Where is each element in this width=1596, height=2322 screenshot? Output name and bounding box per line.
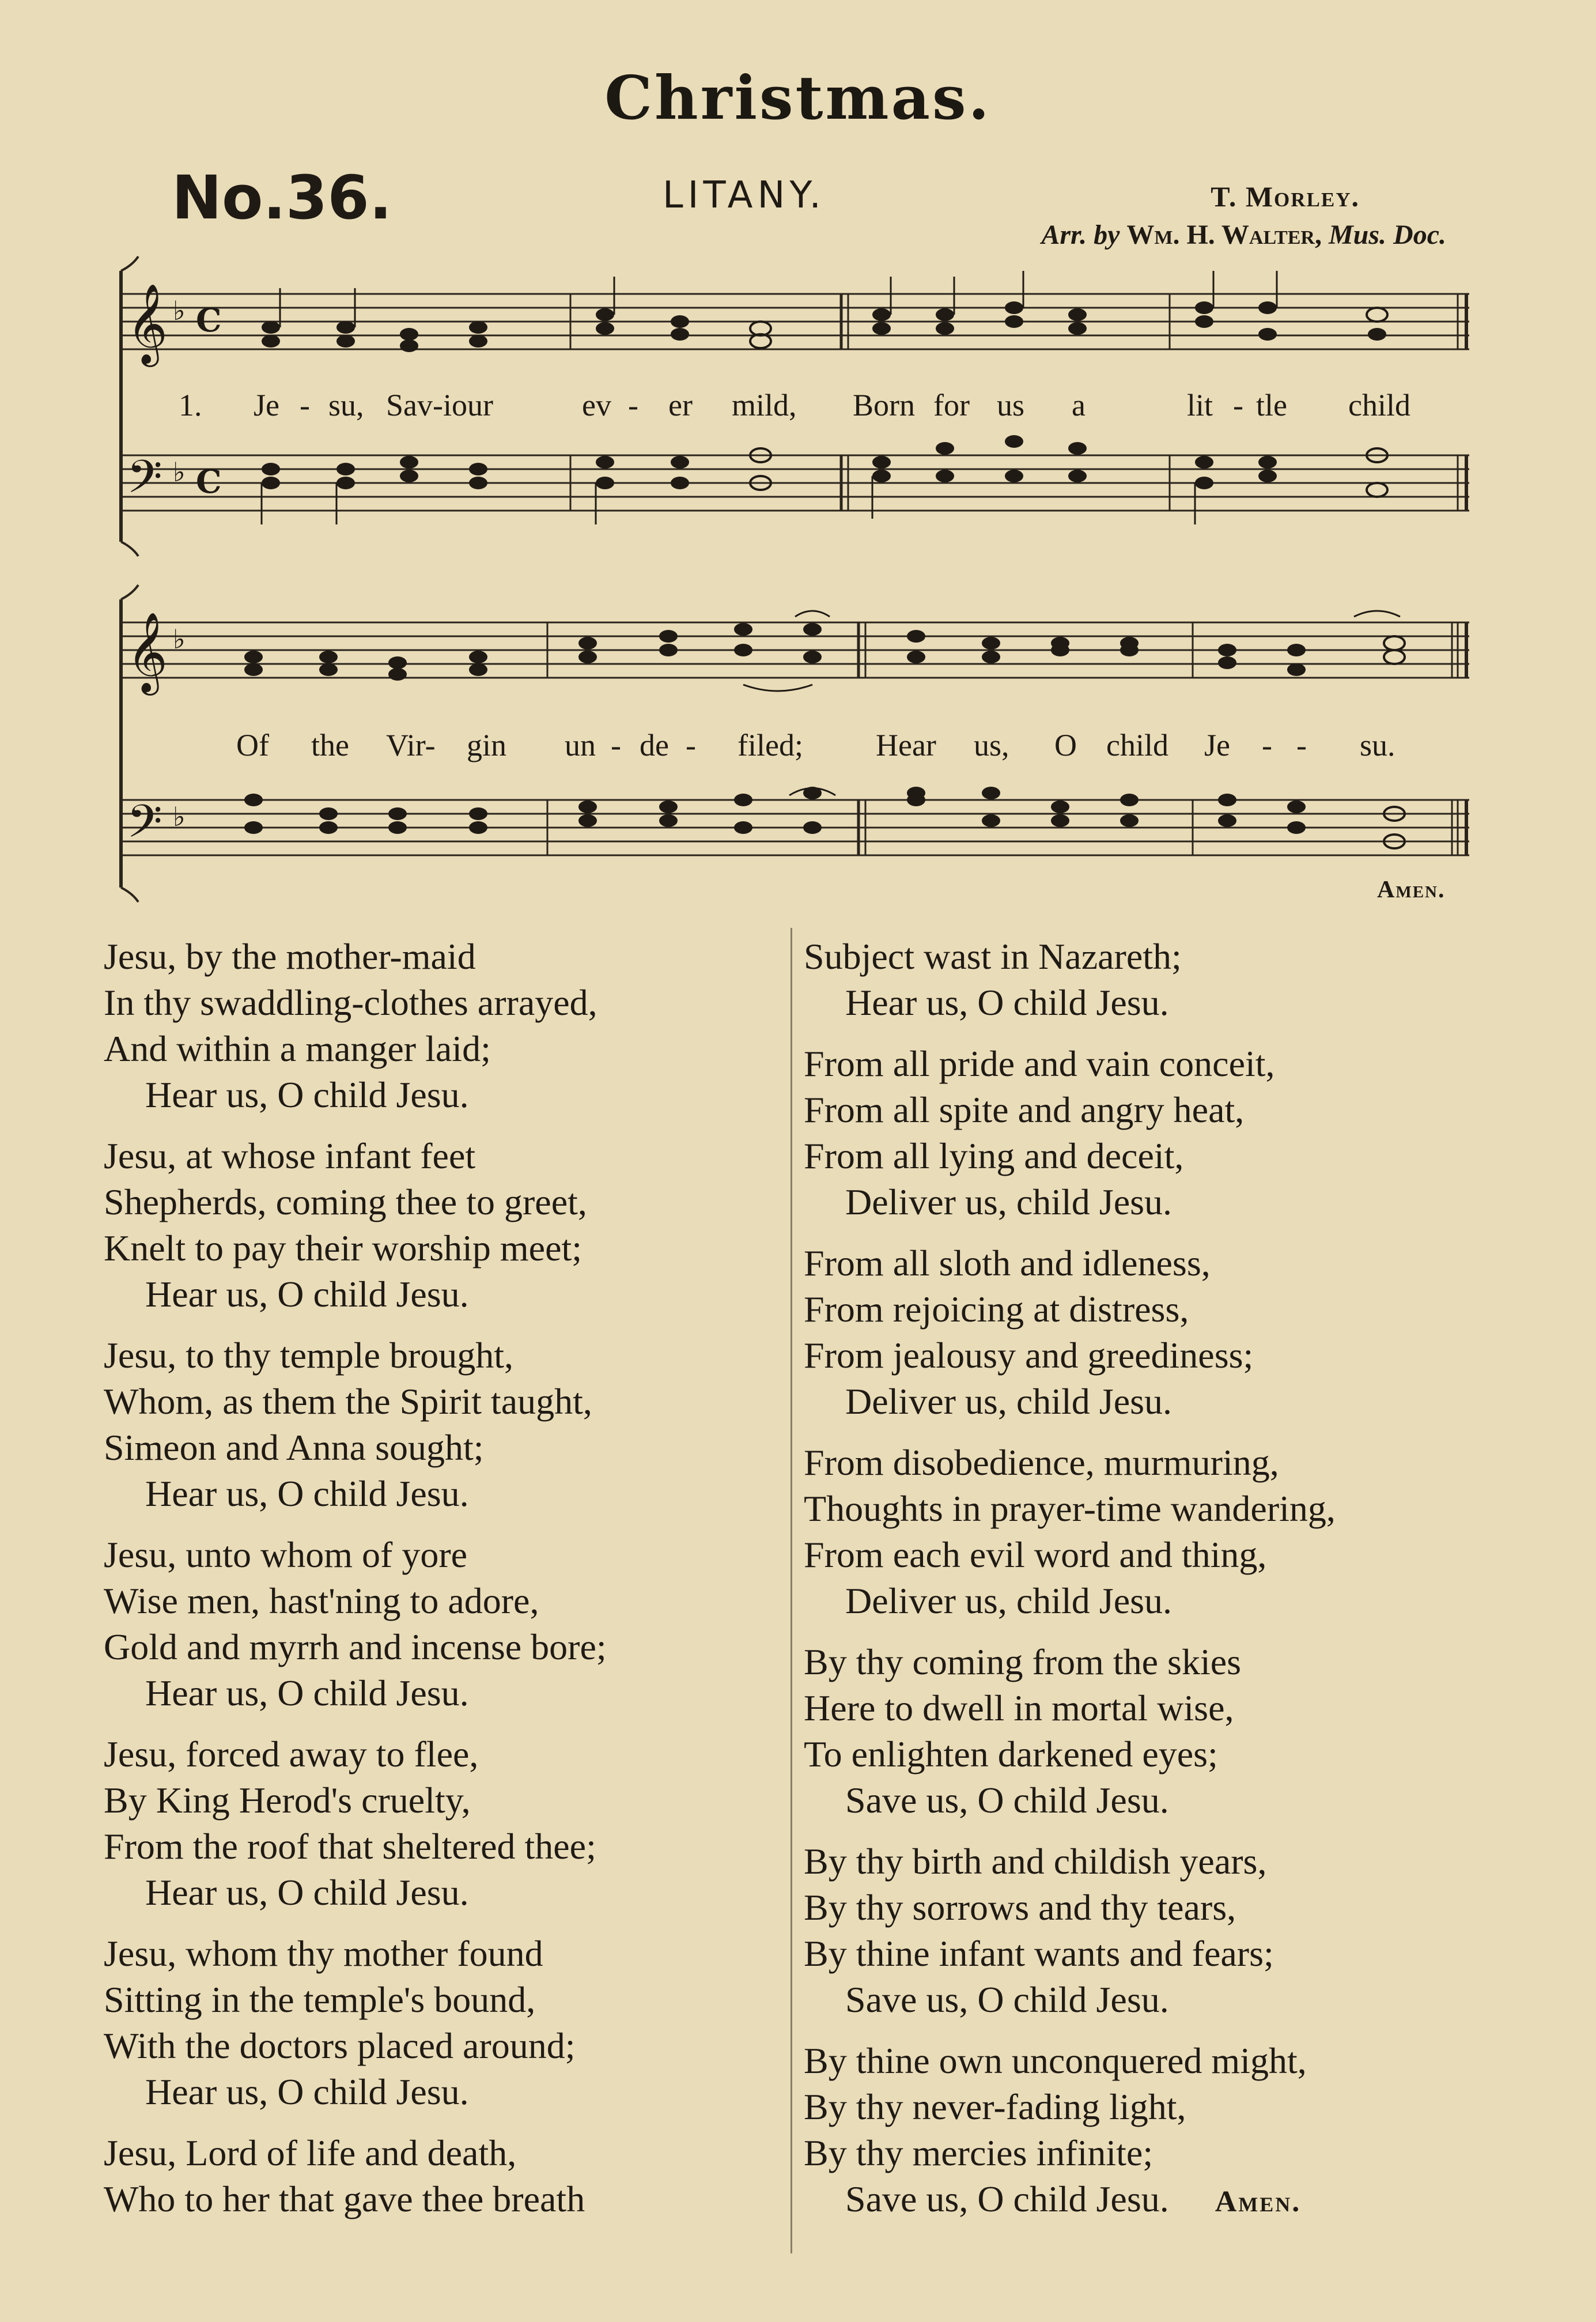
verse-line: From the roof that sheltered thee; [104,1826,596,1867]
verse-line: By thine infant wants and fears; [804,1933,1274,1974]
lyric-syllable: the [311,728,349,762]
amen-label: Amen. [1377,877,1446,903]
lyric-syllable: er [668,388,693,422]
verse-line: And within a manger laid; [104,1028,491,1069]
stanza [104,1133,772,1317]
verse-line: Thoughts in prayer-time wandering, [804,1488,1336,1529]
verse-line: From all spite and angry heat, [804,1089,1245,1130]
lyric-syllable: O [1054,728,1077,762]
verse-line: By thy birth and childish years, [804,1841,1267,1882]
verse-line: Here to dwell in mortal wise, [804,1687,1234,1728]
verse-line: Knelt to pay their worship meet; [104,1228,583,1268]
lyric-syllable: filed; [738,728,803,762]
verse-line: With the doctors placed around; [104,2025,576,2066]
lyric-syllable: lit [1187,388,1213,422]
lyric-syllable: gin [467,728,507,762]
verse-refrain: Deliver us, child Jesu. [845,1580,1172,1621]
verse-refrain: Hear us, O child Jesu. [145,1074,469,1115]
verse-refrain: Deliver us, child Jesu. [845,1381,1172,1422]
hymn-number: No.36. [172,163,392,233]
verse-line: By thy mercies infinite; [804,2132,1153,2173]
lyric-syllable: de [640,728,669,762]
lyric-syllable: for [933,388,970,422]
lyric-syllable: su, [328,388,364,422]
music-system-1 [109,254,1481,576]
verse-line: From all pride and vain conceit, [804,1043,1275,1084]
verses-left-column [104,934,772,2237]
lyric-syllable: us [997,388,1025,422]
svg-text:C: C [196,463,222,501]
column-divider [791,928,792,2253]
verse-refrain: Hear us, O child Jesu. [845,982,1169,1023]
lyric-syllable: Born [853,388,915,422]
verse-line: By thine own unconquered might, [804,2040,1307,2081]
verse-refrain: Save us, O child Jesu. [845,1780,1169,1821]
lyric-syllable: - [1262,728,1272,762]
arranger-name: Wm. H. Walter, [1126,220,1322,250]
lyric-syllable: - [686,728,696,762]
composer: T. Morley. [1211,180,1360,213]
verse-line: Jesu, whom thy mother found [104,1933,543,1974]
verse-line: Whom, as them the Spirit taught, [104,1381,592,1422]
lyric-syllable: a [1072,388,1086,422]
verse-line: Who to her that gave thee breath [104,2178,585,2219]
svg-text:♭: ♭ [173,801,186,832]
verse-line: From rejoicing at distress, [804,1289,1189,1330]
stanza [104,1332,772,1517]
lyric-syllable: Je [254,388,279,422]
stanza [804,2038,1507,2225]
verse-line: Jesu, unto whom of yore [104,1534,468,1575]
lyric-syllable: - [1296,728,1307,762]
lyric-syllable: ev [582,388,611,422]
lyric-syllable: Vir- [386,728,436,762]
verse-line: From all lying and deceit, [804,1135,1184,1176]
svg-text:𝄢: 𝄢 [127,450,162,515]
verse-line: Wise men, hast'ning to adore, [104,1580,539,1621]
stanza [804,1240,1507,1425]
verse-line: From disobedience, murmuring, [804,1442,1279,1483]
lyric-syllable: - [611,728,621,762]
svg-text:𝄞: 𝄞 [127,284,168,364]
verse-line: Sitting in the temple's bound, [104,1979,536,2020]
lyric-syllable: un [565,728,596,762]
stanza [804,1041,1507,1225]
stanza [804,934,1507,1026]
lyric-syllable: Sav-iour [386,388,493,422]
stanza [104,934,772,1118]
arranger-credit [1041,219,1446,251]
verse-line: By thy never-fading light, [804,2086,1186,2127]
verse-line: Shepherds, coming thee to greet, [104,1181,587,1222]
verse-line: Jesu, Lord of life and death, [104,2132,517,2173]
lyric-syllable: Je [1204,728,1230,762]
lyric-syllable: - [1233,388,1243,422]
lyric-syllable: 1. [179,388,202,422]
verse-refrain: Deliver us, child Jesu. [845,1181,1172,1222]
lyric-syllable: Hear [876,728,936,762]
verse-line: Jesu, to thy temple brought, [104,1335,514,1376]
verse-refrain: Save us, O child Jesu. [845,1979,1169,2020]
lyric-syllable: us, [974,728,1009,762]
lyric-syllable: tle [1256,388,1287,422]
svg-text:♭: ♭ [173,295,186,326]
verse-line: Gold and myrrh and incense bore; [104,1626,607,1667]
lyric-syllable: Of [236,728,269,762]
stanza [804,1838,1507,2023]
final-refrain-text: Save us, O child Jesu. [845,2178,1169,2219]
verse-line: In thy swaddling-clothes arrayed, [104,982,597,1023]
verse-refrain: Hear us, O child Jesu. [145,1473,469,1514]
verse-refrain: Hear us, O child Jesu. [145,2071,469,2112]
svg-text:♭: ♭ [173,624,186,655]
music-system-2 [109,582,1481,911]
verse-line: To enlighten darkened eyes; [804,1734,1218,1774]
verse-line: Jesu, by the mother-maid [104,936,476,977]
stanza [104,1731,772,1916]
verse-line: By thy coming from the skies [804,1641,1242,1682]
svg-text:𝄢: 𝄢 [127,795,162,859]
stanza [104,2130,772,2222]
svg-text:𝄞: 𝄞 [127,612,168,692]
lyric-syllable: child [1348,388,1410,422]
verse-refrain: Hear us, O child Jesu. [145,1274,469,1315]
lyric-syllable: child [1106,728,1168,762]
svg-text:♭: ♭ [173,456,186,488]
verse-line: Subject wast in Nazareth; [804,936,1182,977]
final-amen: Amen. [1215,2185,1302,2218]
lyrics-line-2 [109,727,1481,768]
stanza [104,1931,772,2115]
arranger-degree: Mus. Doc. [1328,220,1446,250]
lyric-syllable: su. [1360,728,1395,762]
verse-line: By thy sorrows and thy tears, [804,1887,1236,1928]
verse-line: Jesu, at whose infant feet [104,1135,476,1176]
verse-line: From each evil word and thing, [804,1534,1267,1575]
lyric-syllable: - [300,388,310,422]
stanza [804,1639,1507,1823]
verses-right-column [804,934,1507,2240]
verse-line: Jesu, forced away to flee, [104,1734,479,1774]
stanza [104,1532,772,1716]
stanza [804,1440,1507,1624]
verse-refrain: Hear us, O child Jesu. [145,1672,469,1713]
arranger-prefix: Arr. by [1041,220,1120,250]
lyric-syllable: mild, [732,388,797,422]
lyric-syllable: - [628,388,638,422]
verse-refrain-final [804,2176,1507,2225]
verse-refrain: Hear us, O child Jesu. [145,1872,469,1913]
verse-line: From all sloth and idleness, [804,1243,1211,1283]
svg-text:C: C [196,301,222,339]
verse-line: From jealousy and greediness; [804,1335,1254,1376]
verse-line: Simeon and Anna sought; [104,1427,484,1468]
page-title: Christmas. [604,62,992,133]
lyrics-line-1 [109,387,1481,428]
tune-name: LITANY. [663,174,826,217]
verse-line: By King Herod's cruelty, [104,1780,471,1821]
